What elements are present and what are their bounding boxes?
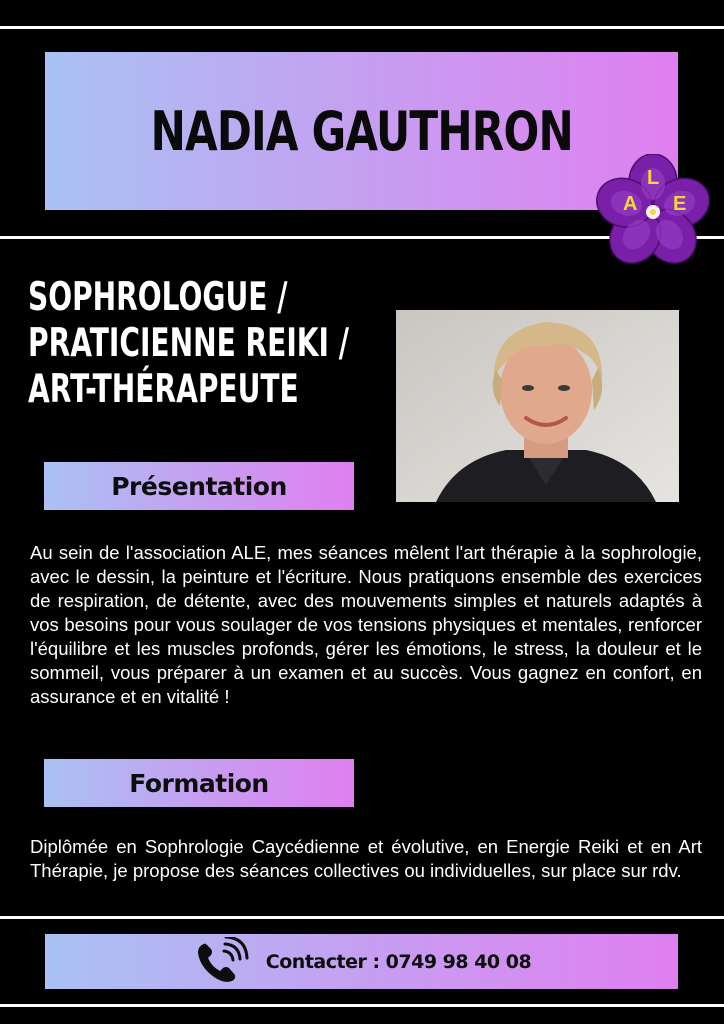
presentation-heading: Présentation <box>111 471 287 501</box>
divider-top <box>0 26 724 29</box>
divider-above-contact <box>0 916 724 919</box>
ale-flower-logo <box>592 154 714 274</box>
logo-letter-a: A <box>623 193 638 215</box>
formation-heading-box <box>44 759 354 807</box>
name-banner <box>45 52 678 210</box>
formation-heading: Formation <box>129 768 269 798</box>
formation-text: Diplômée en Sophrologie Caycédienne et évolutive, en Energie Reiki et en Art Thérapie, je propose des séances collectives ou individuelles, sur place sur rdv. <box>30 836 702 881</box>
profession-line-2: PRATICIENNE REIKI / <box>28 321 350 366</box>
profession-line-3: ART-THÉRAPEUTE <box>28 367 299 412</box>
divider-bottom <box>0 1004 724 1007</box>
logo-letter-e: E <box>673 193 687 215</box>
presentation-text: Au sein de l'association ALE, mes séances mêlent l'art thérapie à la sophrologie, avec le dessin, la peinture et l'écriture. Nous pratiquons ensemble des exercices de respiration, de détente, avec des mouvements simples et naturels adaptés à vos besoins pour vous soulager de vos tensions physiques et mentales, renforcer l'équilibre et les muscles profonds, gérer les émotions, le stress, la douleur et le sommeil, vous préparer à un examen et au succès. Vous gagnez en confort, en assurance et en vitalité ! <box>30 542 702 707</box>
phone-icon <box>192 937 252 987</box>
contact-phone-label[interactable]: Contacter : 0749 98 40 08 <box>265 950 532 973</box>
portrait-photo <box>396 310 679 502</box>
contact-banner[interactable] <box>45 934 678 989</box>
profession-line-1: SOPHROLOGUE / <box>28 275 288 320</box>
person-name: NADIA GAUTHRON <box>150 99 573 163</box>
profession-title <box>28 275 398 413</box>
logo-letter-l: L <box>647 167 660 189</box>
presentation-heading-box <box>44 462 354 510</box>
